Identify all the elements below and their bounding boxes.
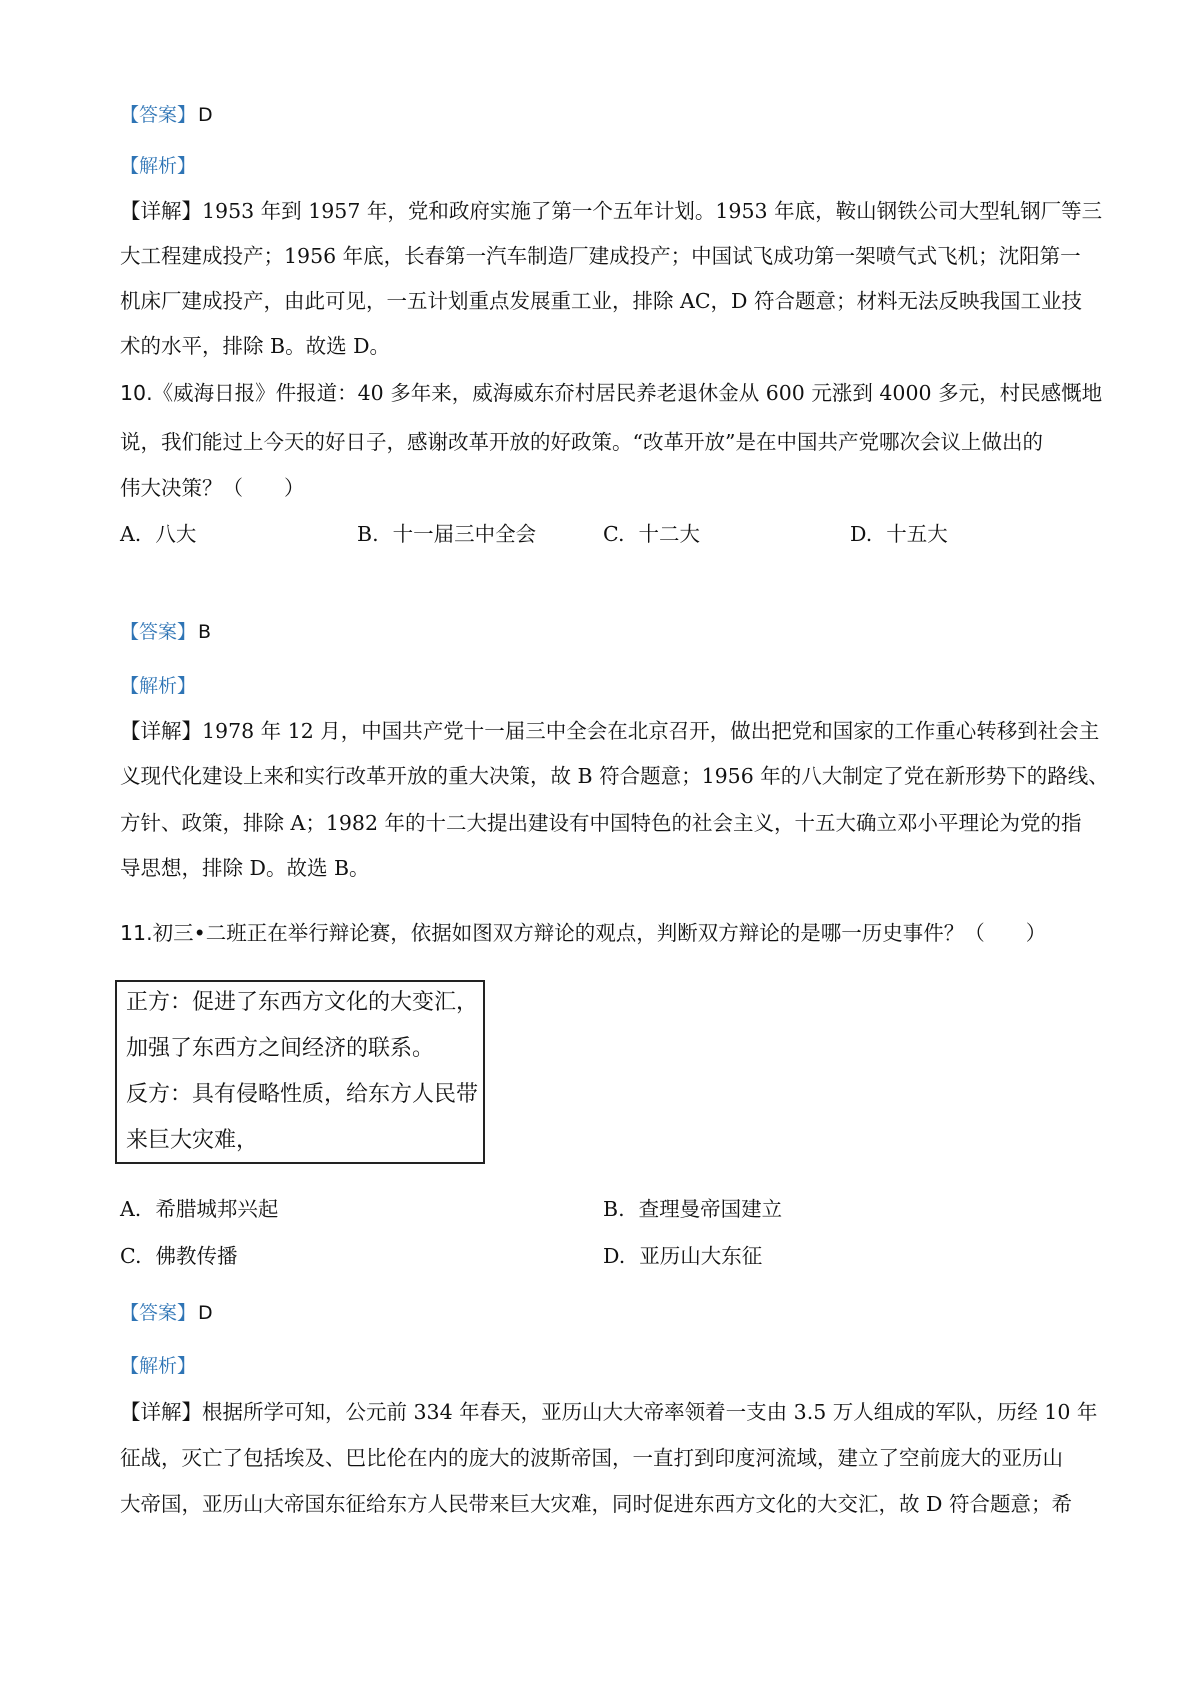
option-letter: B. [357, 522, 379, 546]
q10-answer-value: B [198, 621, 212, 643]
q11-detail-line-1 [120, 1402, 1097, 1423]
box-line-4: 来巨大灾难， [126, 1128, 259, 1153]
q10-stem-text-1: 《威海日报》件报道：40 多年来，威海威东夼村居民养老退休金从 600 元涨到 4000 多元，村民感慨地 [152, 381, 1103, 405]
q10-option-b[interactable] [357, 524, 536, 545]
q10-detail-line-3: 方针、政策，排除 A；1982 年的十二大提出建设有中国特色的社会主义，十五大确立邓小平理论为党的指 [120, 811, 1082, 835]
box-line-1: 正方：促进了东西方文化的大变汇， [126, 990, 479, 1015]
q10-detail-line-2: 义现代化建设上来和实行改革开放的重大决策，故 B 符合题意；1956 年的八大制定了党在新形势下的路线、 [120, 764, 1109, 788]
option-letter: A. [120, 522, 142, 546]
q11-detail-text-1: 根据所学可知，公元前 334 年春天，亚历山大大帝率领着一支由 3.5 万人组成的军队，历经 10 年 [202, 1400, 1098, 1424]
q10-detail-line-4: 导思想，排除 D。故选 B。 [120, 856, 370, 880]
option-letter: C. [120, 1244, 142, 1268]
q10-option-c[interactable] [603, 524, 700, 545]
answer-label: 【答案】 [120, 104, 197, 126]
q11-answer-line [120, 1302, 213, 1323]
option-letter: D. [850, 522, 873, 546]
q11-analysis-line [120, 1355, 196, 1376]
q11-number: 11. [120, 921, 153, 945]
option-text: 亚历山大东征 [639, 1244, 763, 1268]
box-line-2: 加强了东西方之间经济的联系。 [126, 1036, 435, 1061]
option-text: 八大 [155, 522, 197, 546]
q9-detail-line-3: 机床厂建成投产，由此可见，一五计划重点发展重工业，排除 AC，D 符合题意；材料无法反映我国工业技 [120, 289, 1082, 313]
detail-label: 【详解】 [120, 199, 202, 223]
q10-stem-line-1 [120, 383, 1102, 404]
option-text: 希腊城邦兴起 [155, 1197, 279, 1221]
q9-detail-line-1 [120, 201, 1102, 222]
q10-option-a[interactable] [120, 524, 196, 545]
q10-detail-line-1 [120, 721, 1099, 742]
q11-option-b[interactable] [603, 1199, 782, 1220]
option-text: 查理曼帝国建立 [638, 1197, 783, 1221]
q10-detail-text-1: 1978 年 12 月，中国共产党十一届三中全会在北京召开，做出把党和国家的工作重心转移到社会主 [202, 719, 1100, 743]
q9-detail-line-4: 术的水平，排除 B。故选 D。 [120, 334, 391, 358]
detail-label: 【详解】 [120, 1400, 202, 1424]
q9-answer-value: D [198, 104, 213, 126]
q10-option-d[interactable] [850, 524, 948, 545]
analysis-label: 【解析】 [120, 1355, 197, 1377]
q10-analysis-line [120, 675, 196, 696]
box-line-3: 反方：具有侵略性质，给东方人民带 [126, 1082, 479, 1107]
q11-option-a[interactable] [120, 1199, 278, 1220]
q11-stem-text: 初三•二班正在举行辩论赛，依据如图双方辩论的观点，判断双方辩论的是哪一历史事件？（ ） [152, 921, 1047, 945]
q11-option-d[interactable] [603, 1246, 762, 1267]
q9-detail-text-1: 1953 年到 1957 年，党和政府实施了第一个五年计划。1953 年底，鞍山钢铁公司大型轧钢厂等三 [202, 199, 1103, 223]
answer-label: 【答案】 [120, 621, 197, 643]
option-letter: D. [603, 1244, 626, 1268]
detail-label: 【详解】 [120, 719, 202, 743]
q11-answer-value: D [198, 1302, 213, 1324]
option-text: 十五大 [886, 522, 948, 546]
q10-stem-line-3: 伟大决策？（ ） [120, 476, 305, 500]
q10-answer-line [120, 621, 211, 642]
q9-detail-line-2: 大工程建成投产；1956 年底，长春第一汽车制造厂建成投产；中国试飞成功第一架喷气式飞机；沈阳第一 [120, 244, 1081, 268]
option-letter: A. [120, 1197, 142, 1221]
option-text: 十二大 [638, 522, 700, 546]
q11-detail-line-2: 征战，灭亡了包括埃及、巴比伦在内的庞大的波斯帝国，一直打到印度河流域，建立了空前庞大的亚历山 [120, 1446, 1063, 1470]
q11-detail-line-3: 大帝国，亚历山大帝国东征给东方人民带来巨大灾难，同时促进东西方文化的大交汇，故 D 符合题意；希 [120, 1492, 1072, 1516]
debate-viewpoint-box [115, 980, 485, 1164]
option-letter: B. [603, 1197, 625, 1221]
answer-label: 【答案】 [120, 1302, 197, 1324]
analysis-label: 【解析】 [120, 675, 197, 697]
q10-stem-line-2: 说，我们能过上今天的好日子，感谢改革开放的好政策。“改革开放”是在中国共产党哪次会议上做出的 [120, 430, 1043, 454]
q9-answer-line [120, 104, 213, 125]
analysis-label: 【解析】 [120, 155, 197, 177]
q11-stem-line [120, 923, 1046, 944]
q9-analysis-line [120, 155, 196, 176]
option-text: 十一届三中全会 [392, 522, 537, 546]
q10-number: 10. [120, 381, 153, 405]
option-text: 佛教传播 [155, 1244, 238, 1268]
option-letter: C. [603, 522, 625, 546]
q11-option-c[interactable] [120, 1246, 237, 1267]
